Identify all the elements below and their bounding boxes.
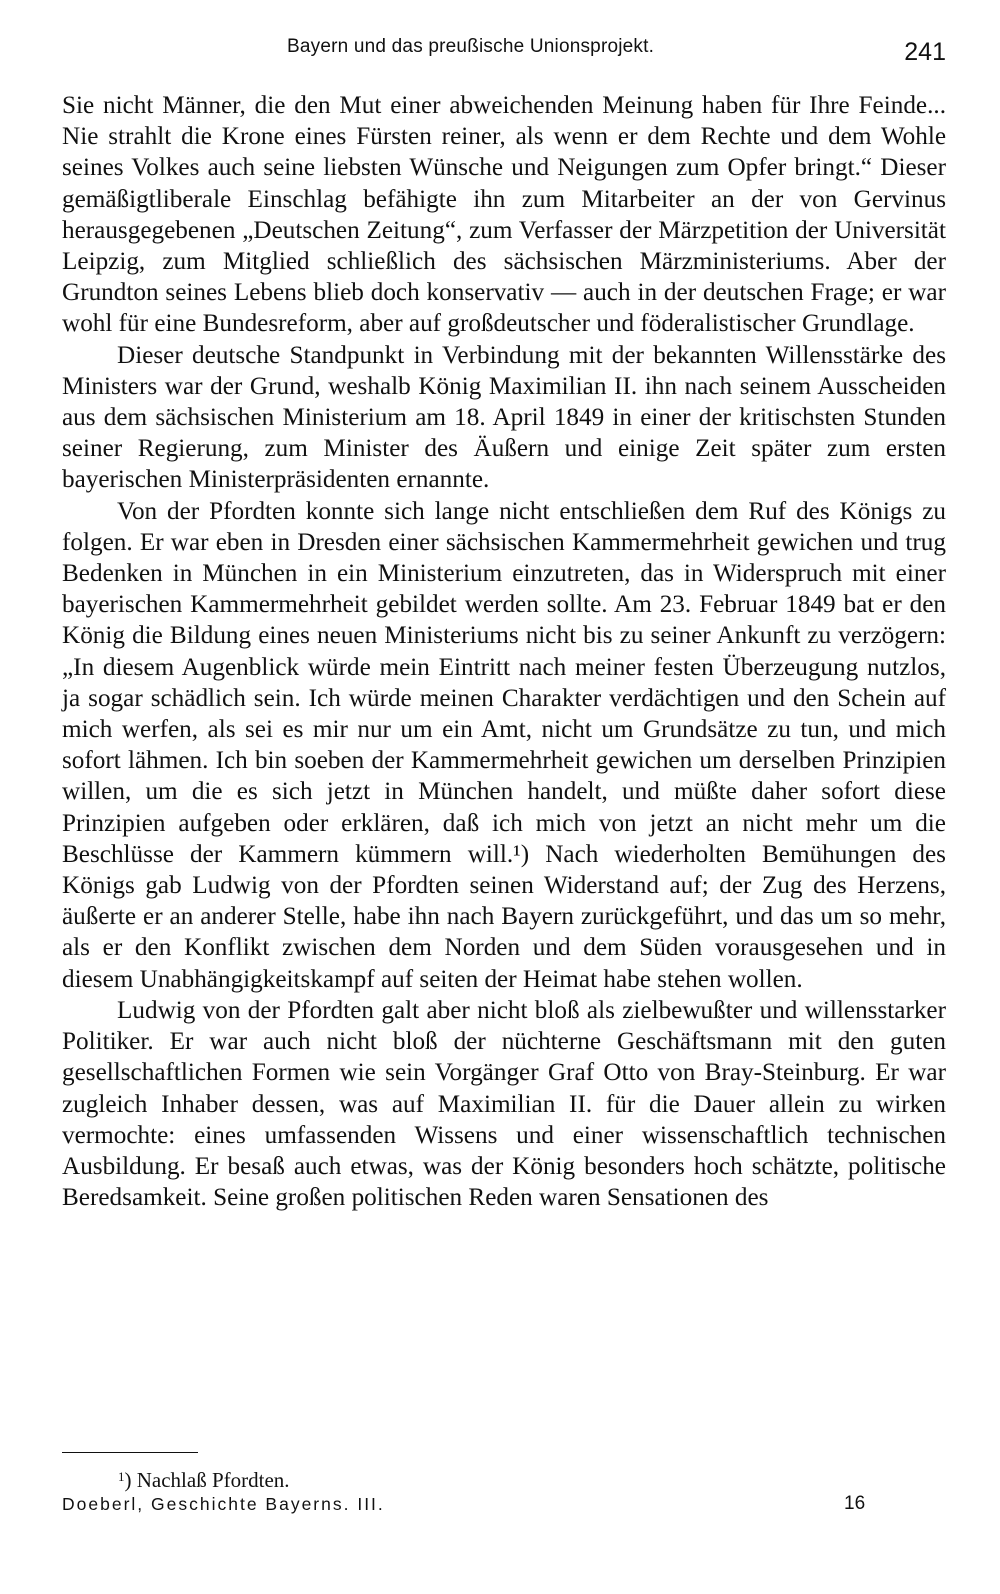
footnote-text: Nachlaß Pfordten. (136, 1468, 290, 1492)
page-header (62, 36, 946, 72)
body-text (62, 90, 946, 1213)
paragraph: Von der Pfordten konnte sich lange nicht entschließen dem Ruf des Königs zu folgen. Er war eben in Dresden einer sächsischen Kammermehrheit gewichen und trug Bedenken in München in ein Ministerium einzutreten, das in Widerspruch mit einer bayerischen Kammermehrheit gebildet werden sollte. Am 23. Februar 1849 bat er den König die Bildung eines neuen Ministeriums nicht bis zu seiner Ankunft zu verzögern: „In diesem Augenblick würde mein Eintritt nach meiner festen Überzeugung nutzlos, ja sogar schädlich sein. Ich würde meinen Charakter verdächtigen und den Schein auf mich werfen, als sei es mir nur um ein Amt, nicht um Grundsätze zu tun, und mich sofort lähmen. Ich bin soeben der Kammermehrheit gewichen um derselben Prinzipien willen, um die es sich jetzt in München handelt, und müßte daher sofort diese Prinzipien aufgeben oder erklären, daß ich mich von jetzt an nicht mehr um die Beschlüsse der Kammern kümmern will.¹) Nach wiederholten Bemühungen des Königs gab Ludwig von der Pfordten seinen Widerstand auf; der Zug des Herzens, äußerte er an anderer Stelle, habe ihn nach Bayern zurückgeführt, und das um so mehr, als er den Konflikt zwischen dem Norden und dem Süden vorausgesehen und in diesem Unabhängigkeitskampf auf seiten der Heimat habe stehen wollen. (62, 497, 946, 993)
paragraph: Ludwig von der Pfordten galt aber nicht bloß als zielbewußter und willensstarker Politiker. Er war auch nicht bloß der nüchterne Geschäftsmann mit den guten gesellschaftlichen Formen wie sein Vorgänger Graf Otto von Bray-Steinburg. Er war zugleich Inhaber dessen, was auf Maximilian II. für die Dauer allein zu wirken vermochte: eines umfassenden Wissens und einer wissenschaftlich technischen Ausbildung. Er besaß auch etwas, was der König besonders hoch schätzte, politische Beredsamkeit. Seine großen politischen Reden waren Sensationen des (62, 996, 946, 1212)
signature-author: Doeberl, Geschichte Bayerns. III. (62, 1494, 385, 1514)
signature-sheet-number: 16 (844, 1493, 866, 1514)
printer-signature (62, 1494, 946, 1520)
footnote-marker: 1 (118, 1469, 125, 1484)
footnote-rule (62, 1452, 198, 1453)
running-head: Bayern und das preußische Unionsprojekt. (287, 36, 655, 57)
page-number: 241 (904, 38, 946, 66)
paragraph: Dieser deutsche Standpunkt in Verbindung mit der bekannten Willensstärke des Ministers war der Grund, weshalb König Maximilian II. ihn nach seinem Ausscheiden aus dem sächsischen Ministerium am 18. April 1849 in einer der kritischsten Stunden seiner Regierung, zum Minister des Äußern und einige Zeit später zum ersten bayerischen Ministerpräsidenten ernannte. (62, 341, 946, 494)
paragraph: Sie nicht Männer, die den Mut einer abweichenden Meinung haben für Ihre Feinde... Nie strahlt die Krone eines Fürsten reiner, als wenn er dem Rechte und dem Wohle seines Volkes auch seine liebsten Wünsche und Neigungen zum Opfer bringt.“ Dieser gemäßigtliberale Einschlag befähigte ihn zum Mitarbeiter an der von Gervinus herausgegebenen „Deutschen Zeitung“, zum Verfasser der Märzpetition der Universität Leipzig, zum Mitglied schließlich des sächsischen Märzministeriums. Aber der Grundton seines Lebens blieb doch konservativ — auch in der deutschen Frage; er war wohl für eine Bundesreform, aber auf großdeutscher und föderalistischer Grundlage. (62, 92, 946, 338)
footnote: $^1$) Nachlaß Pfordten. (118, 1468, 290, 1492)
